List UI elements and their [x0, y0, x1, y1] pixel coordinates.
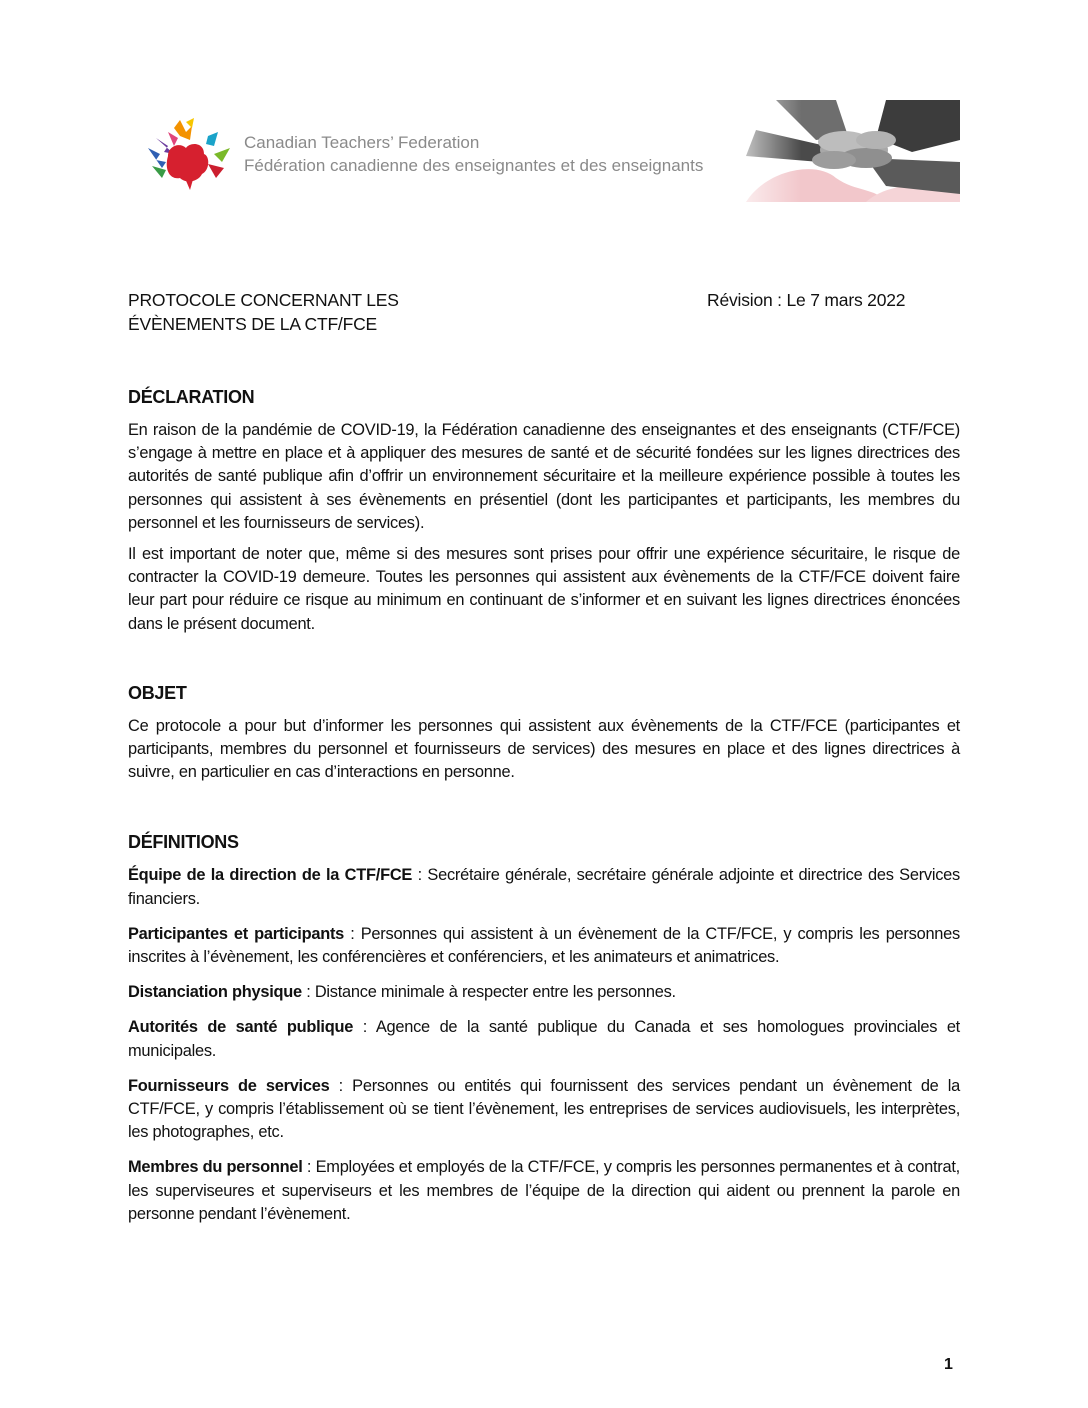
definition-term: Équipe de la direction de la CTF/FCE [128, 866, 413, 885]
definition-term: Fournisseurs de services [128, 1076, 330, 1095]
declaration-paragraph-1: En raison de la pandémie de COVID-19, la Fédération canadienne des enseignantes et des enseignants (CTF/FCE) s’engage à mettre en place et à appliquer des mesures de santé et de sécurité fondées sur les lignes directrices des autorités de santé publique afin d’offrir un environnement sécuritaire et la meilleure expérience possible à toutes les personnes qui assistent à ses évènements en présentiel (dont les participantes et participants, les membres du personnel et les fournisseurs de services). [128, 421, 960, 532]
stacked-hands-photo [716, 100, 960, 202]
document-body [128, 385, 960, 1238]
objet-paragraph: Ce protocole a pour but d’informer les personnes qui assistent aux évènements de la CTF/FCE (participantes et participants, membres du personnel et fournisseurs de services) des mesures en place et des lignes directrices à suivre, en particulier en cas d’interactions en personne. [128, 716, 960, 782]
revision-date: Révision : Le 7 mars 2022 [707, 290, 906, 310]
declaration-paragraph-2: Il est important de noter que, même si des mesures sont prises pour offrir une expérience sécuritaire, le risque de contracter la COVID-19 demeure. Toutes les personnes qui assistent aux évènements de la CTF/FCE doivent faire leur part pour réduire ce risque au minimum en continuant de s’informer et en suivant les lignes directrices énoncées dans le présent document. [128, 545, 960, 633]
definition-text: : Personnes qui assistent à un évènement de la CTF/FCE, y compris les personnes inscrites à l’évènement, les conférencières et conférenciers, et les animateurs et animatrices. [128, 924, 960, 967]
definition-text: : Secrétaire générale, secrétaire générale adjointe et directrice des Services financiers. [128, 866, 960, 908]
definition-term: Distanciation physique [128, 983, 302, 1002]
org-name-english: Canadian Teachers’ Federation [244, 133, 480, 152]
definition-item [128, 1156, 960, 1226]
definition-item [128, 1075, 960, 1145]
definition-text: : Agence de la santé publique du Canada et ses homologues provinciales et municipales. [128, 1018, 960, 1060]
organization-names [244, 131, 703, 177]
definitions-heading: DÉFINITIONS [128, 832, 239, 853]
definition-item [128, 981, 960, 1004]
definition-item [128, 1016, 960, 1062]
definition-item [128, 864, 960, 910]
org-name-french: Fédération canadienne des enseignantes et des enseignants [244, 156, 704, 175]
definition-term: Membres du personnel [128, 1158, 303, 1177]
maple-leaf-logo-icon [146, 118, 232, 190]
page-number: 1 [944, 1356, 953, 1373]
definition-text: : Employées et employés de la CTF/FCE, y compris les personnes permanentes et à contrat, les superviseures et superviseurs et les membres de l’équipe de la direction qui aident ou prennent la parole en personne pendant l’évènement. [128, 1158, 960, 1223]
objet-heading: OBJET [128, 682, 187, 703]
definition-item [128, 923, 960, 969]
title-line-1: PROTOCOLE CONCERNANT LES [128, 290, 399, 310]
definition-text: : Distance minimale à respecter entre les personnes. [301, 983, 676, 1002]
definition-term: Autorités de santé publique [128, 1018, 354, 1037]
title-line-2: ÉVÈNEMENTS DE LA CTF/FCE [128, 314, 377, 334]
document-title [128, 288, 399, 336]
declaration-heading: DÉCLARATION [128, 387, 255, 407]
definition-term: Participantes et participants [128, 924, 345, 943]
definition-text: : Personnes ou entités qui fournissent des services pendant un évènement de la CTF/FCE, y compris l’établissement où se tient l’évènement, les entreprises de services audiovisuels, les interprètes, les photographes, etc. [128, 1076, 960, 1142]
